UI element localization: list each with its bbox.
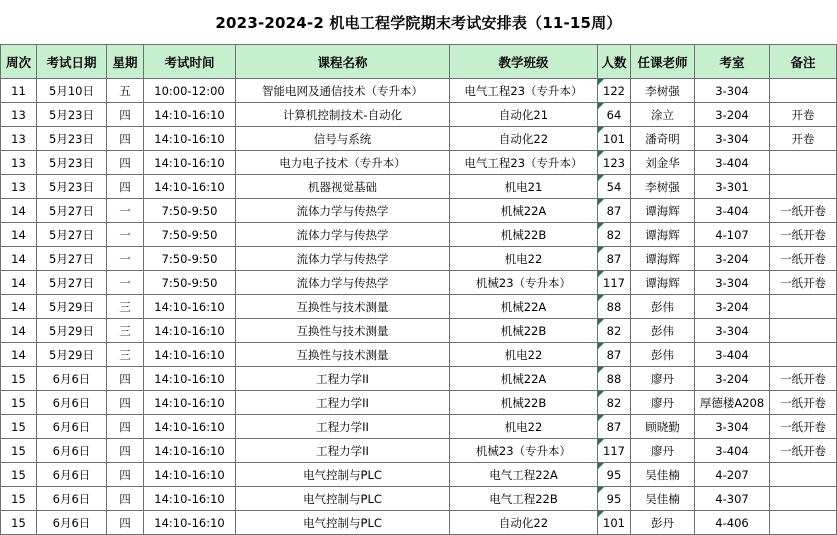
cell-course-name[interactable]: 流体力学与传热学 (236, 199, 450, 223)
cell-weekday[interactable]: 四 (107, 439, 144, 463)
cell-week[interactable]: 14 (1, 295, 37, 319)
cell-exam-date[interactable]: 5月10日 (37, 79, 107, 103)
cell-course-name[interactable]: 工程力学II (236, 439, 450, 463)
cell-student-count[interactable]: 87 (598, 199, 631, 223)
cell-teacher[interactable]: 刘金华 (631, 151, 695, 175)
cell-weekday[interactable]: 四 (107, 415, 144, 439)
cell-exam-date[interactable]: 5月29日 (37, 343, 107, 367)
cell-remark[interactable] (770, 463, 837, 487)
cell-exam-room[interactable]: 4-406 (695, 511, 770, 535)
cell-course-name[interactable]: 电气控制与PLC (236, 463, 450, 487)
cell-exam-room[interactable]: 3-404 (695, 151, 770, 175)
table-row (1, 271, 837, 295)
cell-week[interactable]: 11 (1, 79, 37, 103)
table-row (1, 319, 837, 343)
cell-weekday[interactable]: 四 (107, 103, 144, 127)
cell-remark[interactable]: 一纸开卷 (770, 271, 837, 295)
cell-exam-time[interactable]: 14:10-16:10 (144, 127, 236, 151)
cell-exam-room[interactable]: 3-204 (695, 247, 770, 271)
cell-student-count[interactable]: 117 (598, 271, 631, 295)
cell-class-name[interactable]: 电气工程23（专升本） (450, 151, 598, 175)
table-row (1, 223, 837, 247)
cell-exam-date[interactable]: 6月6日 (37, 511, 107, 535)
cell-class-name[interactable]: 电气工程22A (450, 463, 598, 487)
cell-class-name[interactable]: 自动化22 (450, 127, 598, 151)
cell-weekday[interactable]: 五 (107, 79, 144, 103)
cell-exam-date[interactable]: 5月23日 (37, 127, 107, 151)
cell-exam-date[interactable]: 5月29日 (37, 295, 107, 319)
column-header-course-name: 课程名称 (236, 45, 450, 79)
cell-exam-room[interactable]: 3-404 (695, 343, 770, 367)
cell-student-count[interactable]: 54 (598, 175, 631, 199)
cell-class-name[interactable]: 机械22B (450, 223, 598, 247)
cell-student-count[interactable]: 82 (598, 223, 631, 247)
cell-weekday[interactable]: 四 (107, 367, 144, 391)
cell-teacher[interactable]: 谭海辉 (631, 271, 695, 295)
table-row (1, 175, 837, 199)
column-header-class-name: 教学班级 (450, 45, 598, 79)
cell-week[interactable]: 15 (1, 391, 37, 415)
cell-class-name[interactable]: 机械22A (450, 295, 598, 319)
cell-exam-date[interactable]: 5月23日 (37, 151, 107, 175)
cell-exam-date[interactable]: 6月6日 (37, 439, 107, 463)
table-body (1, 79, 837, 535)
cell-exam-room[interactable]: 3-204 (695, 295, 770, 319)
cell-remark[interactable]: 一纸开卷 (770, 223, 837, 247)
table-row (1, 247, 837, 271)
cell-teacher[interactable]: 彭丹 (631, 511, 695, 535)
cell-remark[interactable]: 一纸开卷 (770, 199, 837, 223)
table-row (1, 343, 837, 367)
cell-teacher[interactable]: 彭伟 (631, 295, 695, 319)
cell-exam-time[interactable]: 10:00-12:00 (144, 79, 236, 103)
cell-week[interactable]: 15 (1, 463, 37, 487)
cell-remark[interactable] (770, 175, 837, 199)
cell-course-name[interactable]: 互换性与技术测量 (236, 295, 450, 319)
column-header-exam-date: 考试日期 (37, 45, 107, 79)
table-row (1, 295, 837, 319)
cell-class-name[interactable]: 机电22 (450, 343, 598, 367)
cell-class-name[interactable]: 机械22A (450, 367, 598, 391)
cell-teacher[interactable]: 廖丹 (631, 439, 695, 463)
cell-weekday[interactable]: 三 (107, 343, 144, 367)
cell-exam-date[interactable]: 5月27日 (37, 223, 107, 247)
cell-student-count[interactable]: 95 (598, 463, 631, 487)
cell-exam-room[interactable]: 3-304 (695, 127, 770, 151)
cell-weekday[interactable]: 一 (107, 247, 144, 271)
cell-course-name[interactable]: 机器视觉基础 (236, 175, 450, 199)
column-header-teacher: 任课老师 (631, 45, 695, 79)
cell-teacher[interactable]: 吴佳楠 (631, 487, 695, 511)
table-row (1, 127, 837, 151)
cell-exam-date[interactable]: 6月6日 (37, 391, 107, 415)
cell-class-name[interactable]: 机械22A (450, 199, 598, 223)
cell-remark[interactable]: 一纸开卷 (770, 415, 837, 439)
cell-exam-date[interactable]: 5月29日 (37, 319, 107, 343)
cell-teacher[interactable]: 顾晓勤 (631, 415, 695, 439)
cell-student-count[interactable]: 87 (598, 343, 631, 367)
cell-week[interactable]: 15 (1, 487, 37, 511)
table-row (1, 487, 837, 511)
cell-teacher[interactable]: 彭伟 (631, 319, 695, 343)
cell-exam-date[interactable]: 6月6日 (37, 463, 107, 487)
cell-class-name[interactable]: 机电22 (450, 247, 598, 271)
cell-exam-date[interactable]: 5月27日 (37, 199, 107, 223)
cell-remark[interactable] (770, 151, 837, 175)
cell-teacher[interactable]: 廖丹 (631, 391, 695, 415)
cell-class-name[interactable]: 电气工程22B (450, 487, 598, 511)
cell-weekday[interactable]: 四 (107, 391, 144, 415)
cell-remark[interactable] (770, 79, 837, 103)
table-row (1, 103, 837, 127)
cell-exam-time[interactable]: 14:10-16:10 (144, 319, 236, 343)
cell-exam-room[interactable]: 3-204 (695, 367, 770, 391)
cell-course-name[interactable]: 流体力学与传热学 (236, 247, 450, 271)
cell-week[interactable]: 15 (1, 415, 37, 439)
column-header-remark: 备注 (770, 45, 837, 79)
cell-student-count[interactable]: 88 (598, 367, 631, 391)
cell-exam-time[interactable]: 14:10-16:10 (144, 295, 236, 319)
cell-weekday[interactable]: 一 (107, 199, 144, 223)
cell-teacher[interactable]: 涂立 (631, 103, 695, 127)
cell-student-count[interactable]: 95 (598, 487, 631, 511)
cell-student-count[interactable]: 87 (598, 247, 631, 271)
cell-week[interactable]: 14 (1, 343, 37, 367)
cell-remark[interactable]: 开卷 (770, 127, 837, 151)
cell-exam-date[interactable]: 5月23日 (37, 103, 107, 127)
cell-exam-room[interactable]: 厚德楼A208 (695, 391, 770, 415)
cell-exam-time[interactable]: 14:10-16:10 (144, 151, 236, 175)
cell-exam-time[interactable]: 14:10-16:10 (144, 175, 236, 199)
table-row (1, 439, 837, 463)
cell-exam-time[interactable]: 14:10-16:10 (144, 391, 236, 415)
header-row (1, 45, 837, 79)
cell-exam-room[interactable]: 4-207 (695, 463, 770, 487)
cell-exam-time[interactable]: 14:10-16:10 (144, 487, 236, 511)
cell-student-count[interactable]: 64 (598, 103, 631, 127)
column-header-exam-room: 考室 (695, 45, 770, 79)
table-row (1, 151, 837, 175)
cell-course-name[interactable]: 电力电子技术（专升本） (236, 151, 450, 175)
cell-class-name[interactable]: 自动化21 (450, 103, 598, 127)
cell-course-name[interactable]: 互换性与技术测量 (236, 319, 450, 343)
cell-class-name[interactable]: 机械22B (450, 391, 598, 415)
cell-remark[interactable] (770, 319, 837, 343)
cell-teacher[interactable]: 吴佳楠 (631, 463, 695, 487)
cell-weekday[interactable]: 三 (107, 319, 144, 343)
cell-exam-room[interactable]: 4-107 (695, 223, 770, 247)
cell-exam-room[interactable]: 3-204 (695, 103, 770, 127)
cell-course-name[interactable]: 计算机控制技术-自动化 (236, 103, 450, 127)
cell-remark[interactable] (770, 487, 837, 511)
cell-class-name[interactable]: 自动化22 (450, 511, 598, 535)
cell-week[interactable]: 15 (1, 367, 37, 391)
cell-student-count[interactable]: 82 (598, 319, 631, 343)
cell-exam-time[interactable]: 7:50-9:50 (144, 199, 236, 223)
cell-remark[interactable] (770, 343, 837, 367)
cell-week[interactable]: 13 (1, 151, 37, 175)
cell-week[interactable]: 14 (1, 247, 37, 271)
cell-exam-date[interactable]: 6月6日 (37, 487, 107, 511)
cell-exam-date[interactable]: 6月6日 (37, 415, 107, 439)
cell-exam-date[interactable]: 5月27日 (37, 247, 107, 271)
cell-weekday[interactable]: 四 (107, 487, 144, 511)
cell-student-count[interactable]: 117 (598, 439, 631, 463)
table-row (1, 79, 837, 103)
cell-exam-room[interactable]: 4-307 (695, 487, 770, 511)
cell-student-count[interactable]: 101 (598, 127, 631, 151)
cell-week[interactable]: 14 (1, 199, 37, 223)
table-row (1, 199, 837, 223)
cell-exam-time[interactable]: 14:10-16:10 (144, 367, 236, 391)
cell-course-name[interactable]: 流体力学与传热学 (236, 223, 450, 247)
cell-exam-time[interactable]: 7:50-9:50 (144, 247, 236, 271)
cell-class-name[interactable]: 机械22B (450, 319, 598, 343)
cell-weekday[interactable]: 四 (107, 463, 144, 487)
cell-exam-time[interactable]: 14:10-16:10 (144, 415, 236, 439)
cell-class-name[interactable]: 电气工程23（专升本） (450, 79, 598, 103)
cell-teacher[interactable]: 李树强 (631, 79, 695, 103)
cell-week[interactable]: 15 (1, 511, 37, 535)
cell-student-count[interactable]: 82 (598, 391, 631, 415)
cell-exam-date[interactable]: 5月23日 (37, 175, 107, 199)
cell-week[interactable]: 14 (1, 223, 37, 247)
cell-week[interactable]: 13 (1, 175, 37, 199)
cell-teacher[interactable]: 廖丹 (631, 367, 695, 391)
cell-student-count[interactable]: 123 (598, 151, 631, 175)
cell-course-name[interactable]: 电气控制与PLC (236, 511, 450, 535)
table-row (1, 511, 837, 535)
cell-remark[interactable]: 开卷 (770, 103, 837, 127)
cell-remark[interactable]: 一纸开卷 (770, 367, 837, 391)
cell-remark[interactable]: 一纸开卷 (770, 391, 837, 415)
cell-exam-time[interactable]: 14:10-16:10 (144, 103, 236, 127)
cell-week[interactable]: 13 (1, 127, 37, 151)
cell-teacher[interactable]: 潘奇明 (631, 127, 695, 151)
cell-teacher[interactable]: 谭海辉 (631, 223, 695, 247)
cell-teacher[interactable]: 彭伟 (631, 343, 695, 367)
cell-exam-time[interactable]: 7:50-9:50 (144, 223, 236, 247)
cell-teacher[interactable]: 谭海辉 (631, 199, 695, 223)
exam-schedule-table (0, 44, 837, 535)
cell-exam-room[interactable]: 3-404 (695, 199, 770, 223)
cell-exam-room[interactable]: 3-301 (695, 175, 770, 199)
cell-weekday[interactable]: 四 (107, 151, 144, 175)
cell-remark[interactable] (770, 511, 837, 535)
cell-class-name[interactable]: 机电21 (450, 175, 598, 199)
cell-course-name[interactable]: 工程力学II (236, 415, 450, 439)
column-header-student-count: 人数 (598, 45, 631, 79)
cell-remark[interactable] (770, 295, 837, 319)
page-title: 2023-2024-2 机电工程学院期末考试安排表（11-15周） (215, 13, 622, 32)
cell-exam-time[interactable]: 14:10-16:10 (144, 439, 236, 463)
cell-exam-time[interactable]: 14:10-16:10 (144, 511, 236, 535)
cell-week[interactable]: 15 (1, 439, 37, 463)
cell-exam-date[interactable]: 5月27日 (37, 271, 107, 295)
cell-exam-room[interactable]: 3-304 (695, 79, 770, 103)
cell-student-count[interactable]: 122 (598, 79, 631, 103)
cell-weekday[interactable]: 四 (107, 175, 144, 199)
cell-weekday[interactable]: 三 (107, 295, 144, 319)
cell-student-count[interactable]: 88 (598, 295, 631, 319)
cell-week[interactable]: 14 (1, 271, 37, 295)
cell-remark[interactable]: 一纸开卷 (770, 247, 837, 271)
cell-class-name[interactable]: 机械23（专升本） (450, 439, 598, 463)
cell-course-name[interactable]: 流体力学与传热学 (236, 271, 450, 295)
cell-student-count[interactable]: 87 (598, 415, 631, 439)
cell-exam-date[interactable]: 6月6日 (37, 367, 107, 391)
cell-exam-room[interactable]: 3-404 (695, 439, 770, 463)
cell-course-name[interactable]: 工程力学II (236, 367, 450, 391)
cell-class-name[interactable]: 机电22 (450, 415, 598, 439)
cell-exam-room[interactable]: 3-304 (695, 319, 770, 343)
table-row (1, 415, 837, 439)
cell-weekday[interactable]: 四 (107, 511, 144, 535)
cell-course-name[interactable]: 智能电网及通信技术（专升本） (236, 79, 450, 103)
cell-remark[interactable]: 一纸开卷 (770, 439, 837, 463)
cell-week[interactable]: 14 (1, 319, 37, 343)
cell-class-name[interactable]: 机械23（专升本） (450, 271, 598, 295)
cell-exam-room[interactable]: 3-304 (695, 415, 770, 439)
cell-teacher[interactable]: 谭海辉 (631, 247, 695, 271)
cell-course-name[interactable]: 电气控制与PLC (236, 487, 450, 511)
cell-student-count[interactable]: 101 (598, 511, 631, 535)
table-row (1, 463, 837, 487)
cell-exam-time[interactable]: 7:50-9:50 (144, 271, 236, 295)
cell-exam-room[interactable]: 3-304 (695, 271, 770, 295)
cell-course-name[interactable]: 互换性与技术测量 (236, 343, 450, 367)
cell-course-name[interactable]: 信号与系统 (236, 127, 450, 151)
column-header-exam-time: 考试时间 (144, 45, 236, 79)
cell-exam-time[interactable]: 14:10-16:10 (144, 343, 236, 367)
cell-course-name[interactable]: 工程力学II (236, 391, 450, 415)
cell-week[interactable]: 13 (1, 103, 37, 127)
table-row (1, 367, 837, 391)
cell-weekday[interactable]: 一 (107, 271, 144, 295)
cell-weekday[interactable]: 四 (107, 127, 144, 151)
cell-exam-time[interactable]: 14:10-16:10 (144, 463, 236, 487)
cell-teacher[interactable]: 李树强 (631, 175, 695, 199)
cell-weekday[interactable]: 一 (107, 223, 144, 247)
table-row (1, 391, 837, 415)
column-header-week: 周次 (1, 45, 37, 79)
column-header-weekday: 星期 (107, 45, 144, 79)
